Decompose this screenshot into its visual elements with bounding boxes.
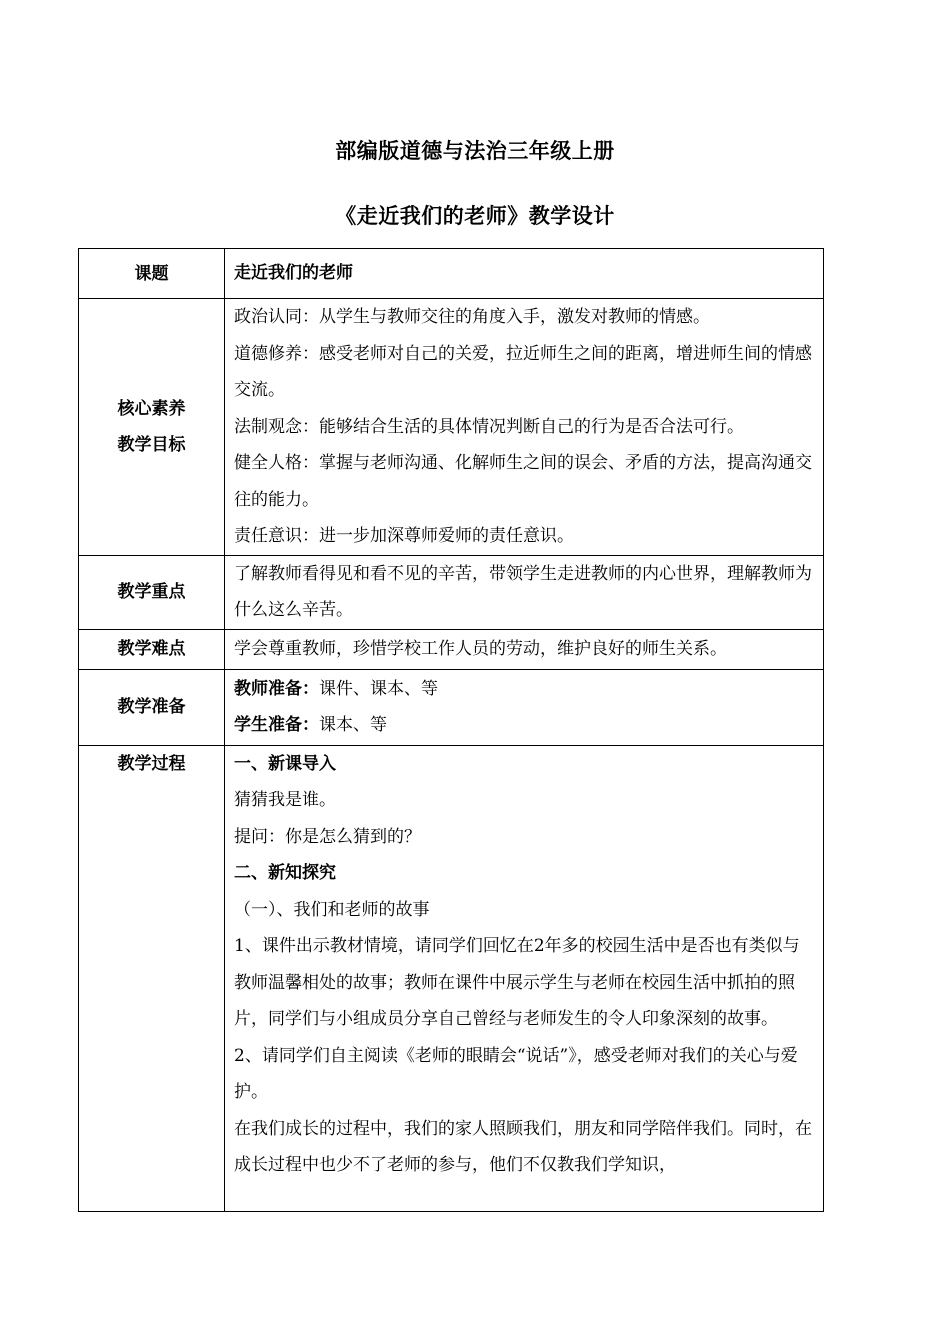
document-subtitle: 《走近我们的老师》教学设计 bbox=[335, 204, 615, 228]
goals-content bbox=[225, 299, 824, 556]
process-paragraph: 提问：你是怎么猜到的？ bbox=[234, 826, 421, 847]
table-row-process bbox=[79, 745, 824, 1211]
goals-label-line2: 教学目标 bbox=[117, 434, 186, 455]
prep-teacher-label: 教师准备： bbox=[234, 678, 319, 699]
goal-item: 政治认同：从学生与教师交往的角度入手，激发对教师的情感。 bbox=[234, 307, 710, 327]
goal-item: 健全人格：掌握与老师沟通、化解师生之间的误会、矛盾的方法，提高沟通交往的能力。 bbox=[234, 453, 812, 510]
topic-label: 课题 bbox=[79, 249, 225, 299]
topic-value bbox=[225, 249, 824, 299]
goal-item: 道德修养：感受老师对自己的关爱，拉近师生之间的距离，增进师生间的情感交流。 bbox=[234, 343, 812, 400]
table-row-topic bbox=[79, 249, 824, 299]
process-label: 教学过程 bbox=[79, 745, 225, 1211]
prep-label: 教学准备 bbox=[79, 669, 225, 745]
prep-teacher-value: 课件、课本、等 bbox=[319, 678, 438, 699]
goals-label bbox=[79, 299, 225, 556]
subsection-heading: （一）、我们和老师的故事 bbox=[234, 899, 430, 920]
lesson-plan-table bbox=[78, 248, 824, 1212]
prep-content bbox=[225, 669, 824, 745]
process-paragraph: 在我们成长的过程中，我们的家人照顾我们，朋友和同学陪伴我们。同时，在成长过程中也少不了老师的参与，他们不仅教我们学知识， bbox=[234, 1118, 812, 1175]
goal-item: 责任意识：进一步加深尊师爱师的责任意识。 bbox=[234, 526, 574, 546]
table-row-prep bbox=[79, 669, 824, 745]
key-label: 教学重点 bbox=[79, 555, 225, 629]
process-paragraph: 1、课件出示教材情境，请同学们回忆在2年多的校园生活中是否也有类似与教师温馨相处的故事；教师在课件中展示学生与老师在校园生活中抓拍的照片，同学们与小组成员分享自己曾经与老师发生的令人印象深刻的故事。 bbox=[234, 936, 800, 1029]
table-row-goals bbox=[79, 299, 824, 556]
table-row-difficulty bbox=[79, 629, 824, 669]
process-paragraph: 猜猜我是谁。 bbox=[234, 790, 336, 810]
table-row-key bbox=[79, 555, 824, 629]
process-paragraph: 2、请同学们自主阅读《老师的眼睛会“说话”》，感受老师对我们的关心与爱护。 bbox=[234, 1045, 798, 1102]
prep-student-value: 课本、等 bbox=[319, 715, 387, 735]
prep-student bbox=[234, 707, 815, 744]
difficulty-label: 教学难点 bbox=[79, 629, 225, 669]
section-heading: 一、新课导入 bbox=[234, 753, 336, 774]
process-content bbox=[225, 745, 824, 1211]
topic-text: 走近我们的老师 bbox=[234, 263, 353, 284]
goal-item: 法制观念：能够结合生活的具体情况判断自己的行为是否合法可行。 bbox=[234, 416, 744, 437]
key-value: 了解教师看得见和看不见的辛苦，带领学生走进教师的内心世界，理解教师为什么这么辛苦。 bbox=[225, 555, 824, 629]
document-title: 部编版道德与法治三年级上册 bbox=[335, 139, 615, 163]
goals-label-line1: 核心素养 bbox=[117, 398, 186, 419]
difficulty-value: 学会尊重教师，珍惜学校工作人员的劳动，维护良好的师生关系。 bbox=[225, 629, 824, 669]
prep-teacher bbox=[234, 671, 815, 708]
prep-student-label: 学生准备： bbox=[234, 715, 319, 735]
section-heading: 二、新知探究 bbox=[234, 863, 336, 883]
